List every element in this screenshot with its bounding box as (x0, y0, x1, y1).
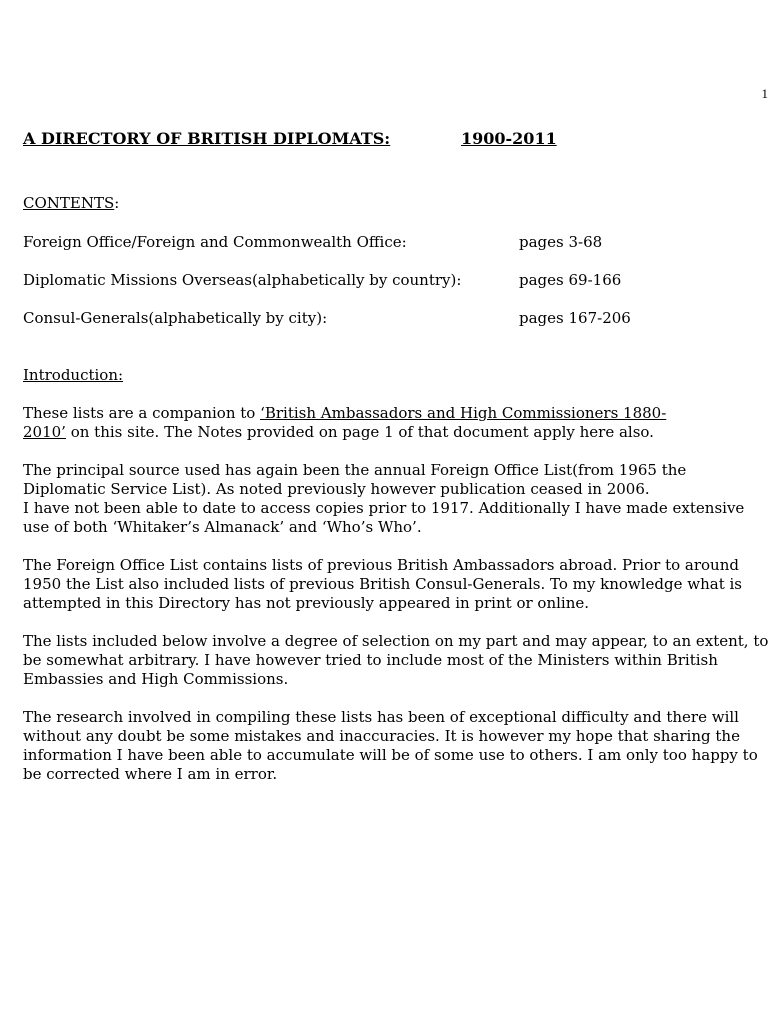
paragraph-line: be somewhat arbitrary. I have however tried to include most of the Ministers within British (23, 651, 718, 669)
paragraph-line: without any doubt be some mistakes and inaccuracies. It is however my hope that sharing the (23, 727, 740, 745)
paragraph-line: Diplomatic Service List). As noted previously however publication ceased in 2006. (23, 480, 650, 498)
intro-paragraph-5 (23, 708, 758, 784)
toc-label: Consul-Generals(alphabetically by city): (23, 309, 328, 327)
intro-paragraph-1 (23, 404, 758, 442)
intro-paragraph-3 (23, 556, 758, 613)
page-number: 1 (761, 86, 768, 101)
contents-heading-label: CONTENTS (23, 194, 115, 212)
paragraph-line: be corrected where I am in error. (23, 765, 278, 783)
toc-label: Diplomatic Missions Overseas(alphabetically by country): (23, 271, 462, 289)
companion-document-link[interactable]: ‘British Ambassadors and High Commissioners 1880- (260, 404, 667, 422)
companion-document-link-continued[interactable]: 2010’ (23, 423, 66, 441)
toc-pages: pages 3-68 (519, 233, 603, 251)
paragraph-text: on this site. The Notes provided on page 1 of that document apply here also. (65, 423, 654, 441)
document-title: A DIRECTORY OF BRITISH DIPLOMATS: (23, 129, 391, 148)
intro-paragraph-2 (23, 461, 758, 537)
toc-row (23, 309, 743, 329)
paragraph-line: information I have been able to accumulate will be of some use to others. I am only too happy to (23, 746, 758, 764)
paragraph-line: The principal source used has again been the annual Foreign Office List(from 1965 the (23, 461, 687, 479)
toc-pages: pages 69-166 (519, 271, 622, 289)
document-title-years: 1900-2011 (461, 129, 557, 148)
contents-heading (23, 194, 119, 212)
paragraph-line: Embassies and High Commissions. (23, 670, 289, 688)
toc-label: Foreign Office/Foreign and Commonwealth Office: (23, 233, 407, 251)
paragraph-line: The Foreign Office List contains lists of previous British Ambassadors abroad. Prior to around (23, 556, 739, 574)
toc-row (23, 271, 743, 291)
paragraph-line: use of both ‘Whitaker’s Almanack’ and ‘Who’s Who’. (23, 518, 422, 536)
paragraph-line (23, 404, 758, 423)
intro-paragraph-4 (23, 632, 768, 689)
paragraph-line: attempted in this Directory has not previously appeared in print or online. (23, 594, 590, 612)
paragraph-line (23, 423, 758, 442)
toc-pages: pages 167-206 (519, 309, 631, 327)
paragraph-line: I have not been able to date to access copies prior to 1917. Additionally I have made extensive (23, 499, 745, 517)
introduction-heading: Introduction: (23, 366, 124, 384)
paragraph-line: 1950 the List also included lists of previous British Consul-Generals. To my knowledge what is (23, 575, 743, 593)
contents-heading-colon: : (114, 194, 120, 212)
paragraph-text: These lists are a companion to (23, 404, 261, 422)
toc-row (23, 233, 743, 253)
paragraph-line: The lists included below involve a degree of selection on my part and may appear, to an extent, to (23, 632, 768, 650)
paragraph-line: The research involved in compiling these lists has been of exceptional difficulty and there will (23, 708, 739, 726)
